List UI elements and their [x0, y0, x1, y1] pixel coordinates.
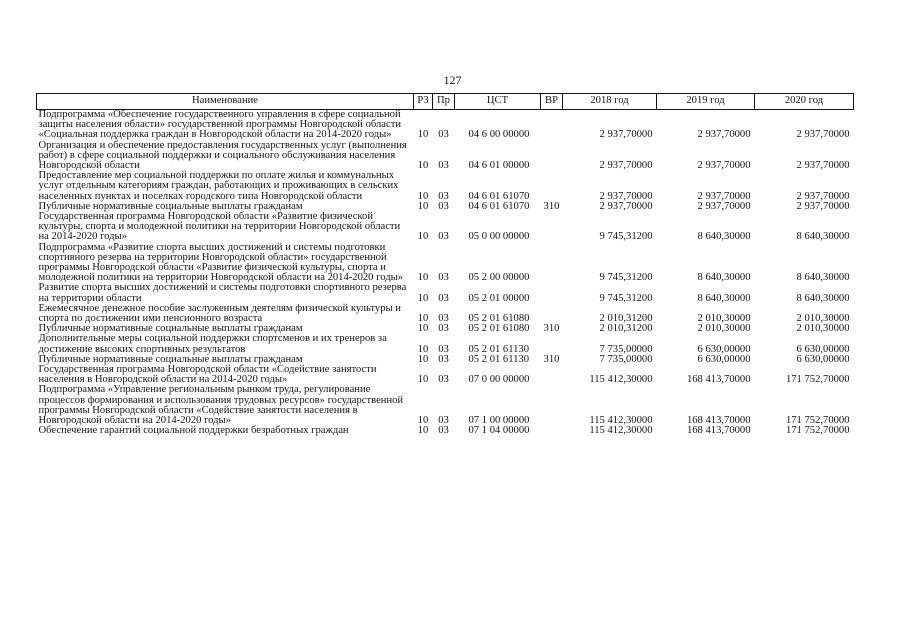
row-rz: 10 [417, 313, 429, 325]
row-amount-2018: 2 937,70000 [599, 200, 653, 212]
row-vr [541, 110, 563, 141]
table-row [37, 141, 854, 172]
row-amount-2019: 8 640,30000 [697, 231, 751, 243]
row-amount-2019: 2 010,30000 [697, 313, 751, 325]
table-row [37, 426, 854, 436]
row-name: Публичные нормативные социальные выплаты гражданам [38, 323, 303, 335]
row-rz: 10 [417, 160, 429, 172]
budget-table [36, 93, 854, 437]
row-pr: 03 [438, 160, 449, 172]
row-cst: 04 6 01 61070 [468, 190, 530, 202]
row-vr: 310 [543, 323, 560, 335]
row-pr: 03 [438, 272, 449, 284]
row-vr [541, 334, 563, 354]
row-amount-2019: 2 937,70000 [697, 129, 751, 141]
row-name: Государственная программа Новгородской области «Развитие физической культуры, спорта и молодежной политики на территории Новгородской области на 2014-2020 годы» [38, 211, 401, 243]
row-vr [541, 426, 563, 436]
row-amount-2018: 9 745,31200 [599, 272, 653, 284]
row-pr: 03 [438, 374, 449, 386]
row-amount-2020: 171 752,70000 [785, 415, 850, 427]
page-number: 127 [443, 73, 462, 87]
row-amount-2019: 8 640,30000 [697, 292, 751, 304]
row-vr [541, 243, 563, 284]
row-amount-2018: 2 937,70000 [599, 160, 653, 172]
row-cst: 04 6 01 61070 [468, 200, 530, 212]
row-rz: 10 [417, 343, 429, 355]
row-amount-2019: 2 010,30000 [697, 323, 751, 335]
row-rz: 10 [417, 292, 429, 304]
row-amount-2020: 171 752,70000 [785, 374, 850, 386]
table-row [37, 334, 854, 354]
row-rz: 10 [417, 425, 429, 437]
row-amount-2019: 168 413,70000 [686, 415, 751, 427]
row-pr: 03 [438, 190, 449, 202]
row-amount-2018: 9 745,31200 [599, 231, 653, 243]
table-row [37, 243, 854, 284]
row-name: Организация и обеспечение предоставления государственных услуг (выполнения работ) в сфере социальной поддержки и социального обслуживания населения Новгородской области [38, 139, 407, 172]
row-amount-2018: 2 010,31200 [599, 323, 653, 335]
header-2020: 2020 год [755, 94, 854, 110]
row-amount-2019: 8 640,30000 [697, 272, 751, 284]
row-pr: 03 [438, 292, 449, 304]
row-amount-2020: 2 937,70000 [796, 200, 850, 212]
row-rz: 10 [417, 353, 429, 365]
header-2018: 2018 год [563, 94, 657, 110]
row-name: Публичные нормативные социальные выплаты гражданам [38, 200, 303, 212]
row-cst: 05 2 01 61080 [468, 313, 530, 325]
row-pr: 03 [438, 425, 449, 437]
row-amount-2018: 115 412,30000 [589, 374, 653, 386]
row-name: Предоставление мер социальной поддержки по оплате жилья и коммунальных услуг отдельным категориям граждан, работающих и проживающих в сельских населенных пунктах и поселках городского типа Новгородской области [38, 170, 399, 202]
row-vr [541, 171, 563, 202]
row-cst: 04 6 01 00000 [468, 160, 530, 172]
row-amount-2019: 6 630,00000 [697, 343, 751, 355]
row-amount-2020: 2 937,70000 [796, 129, 850, 141]
row-rz: 10 [417, 190, 429, 202]
row-rz: 10 [417, 200, 429, 212]
row-pr: 03 [438, 323, 449, 335]
row-vr: 310 [543, 200, 560, 212]
row-cst: 05 2 01 61130 [468, 343, 530, 355]
row-amount-2018: 2 937,70000 [599, 129, 653, 141]
row-cst: 05 2 01 00000 [468, 292, 530, 304]
row-vr [541, 283, 563, 303]
row-vr [541, 212, 563, 243]
row-pr: 03 [438, 129, 449, 141]
row-amount-2019: 2 937,70000 [697, 190, 751, 202]
row-rz: 10 [417, 374, 429, 386]
row-amount-2018: 7 735,00000 [599, 343, 653, 355]
table-header-row [37, 94, 854, 110]
row-amount-2018: 9 745,31200 [599, 292, 653, 304]
row-name: Обеспечение гарантий социальной поддержки безработных граждан [38, 425, 349, 437]
table-row [37, 304, 854, 324]
row-amount-2020: 8 640,30000 [796, 292, 850, 304]
table-row [37, 171, 854, 202]
row-cst: 07 1 00 00000 [468, 415, 530, 427]
row-vr [541, 365, 563, 385]
row-amount-2020: 171 752,70000 [785, 425, 850, 437]
table-row [37, 385, 854, 426]
row-pr: 03 [438, 200, 449, 212]
header-2019: 2019 год [657, 94, 755, 110]
row-amount-2019: 6 630,00000 [697, 353, 751, 365]
row-amount-2019: 2 937,70000 [697, 160, 751, 172]
row-cst: 05 0 00 00000 [468, 231, 530, 243]
row-pr: 03 [438, 313, 449, 325]
row-rz: 10 [417, 415, 429, 427]
row-vr [541, 141, 563, 172]
row-rz: 10 [417, 272, 429, 284]
row-cst: 05 2 00 00000 [468, 272, 530, 284]
row-pr: 03 [438, 415, 449, 427]
row-amount-2018: 115 412,30000 [589, 415, 653, 427]
row-cst: 07 0 00 00000 [468, 374, 530, 386]
row-amount-2018: 115 412,30000 [589, 425, 653, 437]
row-vr: 310 [543, 353, 560, 365]
row-name: Ежемесячное денежное пособие заслуженным деятелям физической культуры и спорта по достижении ими пенсионного возраста [38, 302, 401, 325]
row-amount-2019: 2 937,70000 [697, 200, 751, 212]
row-amount-2018: 2 937,70000 [599, 190, 653, 202]
row-name: Развитие спорта высших достижений и системы подготовки спортивного резерва на территории области [38, 282, 407, 304]
table-row [37, 110, 854, 141]
row-pr: 03 [438, 231, 449, 243]
header-name: Наименование [37, 94, 414, 110]
header-vr: ВР [541, 94, 563, 110]
row-amount-2020: 2 937,70000 [796, 190, 850, 202]
row-name: Подпрограмма «Развитие спорта высших достижений и системы подготовки спортивного резерва на территории Новгородской области» государственной программы Новгородской области «Развитие физической культуры, спорта и молодежной политики на территории Новгородской области на 2014-2020 годы» [38, 241, 404, 284]
row-amount-2019: 168 413,70000 [686, 425, 751, 437]
row-name: Подпрограмма «Управление региональным рынком труда, регулирование процессов формирования и использования трудовых ресурсов» государственной программы Новгородской области «Содействие занятости населения в Новгородской области на 2014-2020 годы» [38, 384, 404, 427]
row-cst: 04 6 00 00000 [468, 129, 530, 141]
row-rz: 10 [417, 231, 429, 243]
table-row [37, 283, 854, 303]
row-pr: 03 [438, 353, 449, 365]
row-name: Подпрограмма «Обеспечение государственного управления в сфере социальной защиты населения области» государственной программы Новгородской области «Социальная поддержка граждан в Новгородской области на 2014-2020 годы» [38, 109, 401, 141]
row-amount-2020: 2 010,30000 [796, 323, 850, 335]
row-vr [541, 385, 563, 426]
row-amount-2020: 8 640,30000 [796, 231, 850, 243]
row-cst: 05 2 01 61130 [468, 353, 530, 365]
row-pr: 03 [438, 343, 449, 355]
header-pr: Пр [433, 94, 455, 110]
table-row [37, 365, 854, 385]
row-cst: 07 1 04 00000 [468, 425, 530, 437]
header-cst: ЦСТ [455, 94, 541, 110]
table-row [37, 212, 854, 243]
row-name: Публичные нормативные социальные выплаты гражданам [38, 353, 303, 365]
row-amount-2020: 6 630,00000 [796, 353, 850, 365]
row-name: Государственная программа Новгородской области «Содействие занятости населения в Новгородской области на 2014-2020 годы» [38, 364, 377, 386]
row-amount-2020: 6 630,00000 [796, 343, 850, 355]
row-amount-2020: 2 937,70000 [796, 160, 850, 172]
row-amount-2018: 7 735,00000 [599, 353, 653, 365]
row-amount-2020: 2 010,30000 [796, 313, 850, 325]
row-name: Дополнительные меры социальной поддержки спортсменов и их тренеров за достижение высоких спортивных результатов [38, 333, 387, 355]
row-amount-2020: 8 640,30000 [796, 272, 850, 284]
row-rz: 10 [417, 323, 429, 335]
row-vr [541, 304, 563, 324]
row-amount-2018: 2 010,31200 [599, 313, 653, 325]
header-rz: РЗ [414, 94, 433, 110]
row-rz: 10 [417, 129, 429, 141]
row-cst: 05 2 01 61080 [468, 323, 530, 335]
row-amount-2019: 168 413,70000 [686, 374, 751, 386]
